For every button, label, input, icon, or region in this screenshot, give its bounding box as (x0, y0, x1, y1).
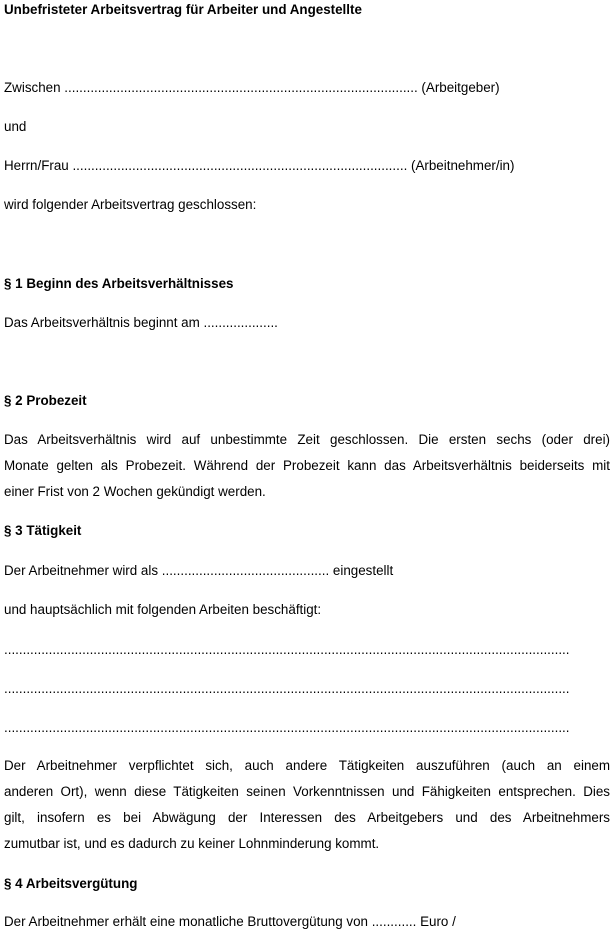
blank-line: ........................................................................................................................................................ (4, 681, 570, 696)
section3-paragraph-line: anderen Ort), wenn diese Tätigkeiten seinen Vorkenntnissen und Fähigkeiten entsprechen. Dies (4, 784, 610, 799)
section1-heading: § 1 Beginn des Arbeitsverhältnisses (4, 276, 234, 291)
section3-paragraph-line: zumutbar ist, und es dadurch zu keiner Lohnminderung kommt. (4, 836, 380, 851)
section3-duties-line: und hauptsächlich mit folgenden Arbeiten beschäftigt: (4, 602, 322, 617)
blank-line: ........................................................................................................................................................ (4, 720, 570, 735)
and-line: und (4, 119, 27, 134)
employee-line: Herrn/Frau .......................................................................................... (Arbeitnehmer/in) (4, 158, 515, 173)
contract-intro: wird folgender Arbeitsvertrag geschlossen: (4, 197, 257, 212)
section1-text: Das Arbeitsverhältnis beginnt am .................... (4, 315, 278, 330)
blank-line: ........................................................................................................................................................ (4, 642, 570, 657)
section3-paragraph-line: Der Arbeitnehmer verpflichtet sich, auch andere Tätigkeiten auszuführen (auch an einem (4, 758, 610, 773)
section3-position-line: Der Arbeitnehmer wird als ............................................. eingestellt (4, 563, 394, 578)
section2-heading: § 2 Probezeit (4, 393, 87, 408)
section2-line: Das Arbeitsverhältnis wird auf unbestimmte Zeit geschlossen. Die ersten sechs (oder drei) (4, 432, 610, 447)
employer-line: Zwischen ............................................................................................... (Arbeitgeber) (4, 80, 500, 95)
section2-line: einer Frist von 2 Wochen gekündigt werden. (4, 484, 266, 499)
section3-paragraph-line: gilt, insofern es bei Abwägung der Interessen des Arbeitgebers und des Arbeitnehmers (4, 810, 610, 825)
section4-text: Der Arbeitnehmer erhält eine monatliche Bruttovergütung von ............ Euro / (4, 914, 456, 929)
section4-heading: § 4 Arbeitsvergütung (4, 876, 138, 891)
document-title: Unbefristeter Arbeitsvertrag für Arbeiter und Angestellte (4, 2, 362, 17)
section3-heading: § 3 Tätigkeit (4, 523, 82, 538)
section2-line: Monate gelten als Probezeit. Während der Probezeit kann das Arbeitsverhältnis beiderseits mit (4, 458, 610, 473)
